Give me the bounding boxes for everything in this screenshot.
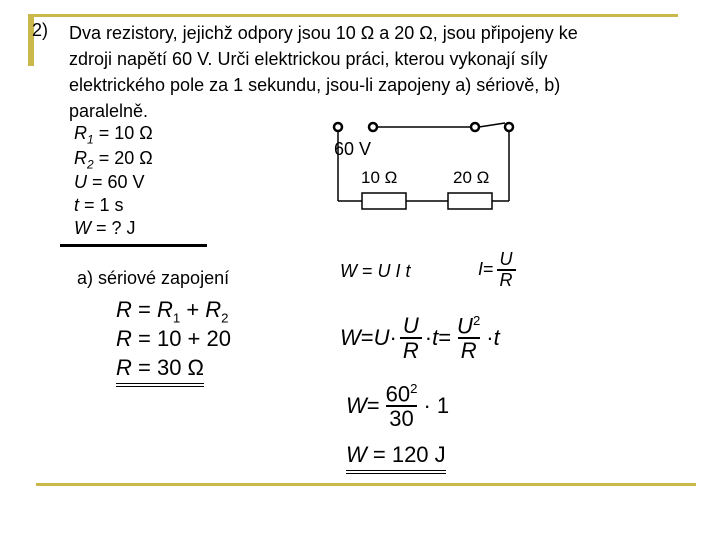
eq-symbol: t — [432, 325, 439, 351]
switch-terminal-left — [471, 123, 479, 131]
eq-subscript: 1 — [172, 310, 181, 326]
eq-symbol: U — [373, 325, 390, 351]
given-r1 — [74, 123, 153, 147]
formula-work-derived — [340, 314, 500, 363]
given-r1-symbol: R — [74, 123, 87, 143]
resistor-2 — [448, 193, 492, 209]
eq-symbol: W — [346, 442, 367, 467]
given-u-value: = 60 V — [87, 172, 145, 192]
eq-symbol: R — [116, 355, 132, 380]
source-terminal-right — [369, 123, 377, 131]
source-terminal-left — [334, 123, 342, 131]
fraction — [454, 314, 483, 363]
eq-rhs: = 30 Ω — [131, 355, 204, 380]
eq-sign: = — [366, 393, 380, 419]
eq-symbol: R — [205, 297, 222, 322]
eq-sign: = — [483, 259, 494, 280]
circuit-diagram — [320, 115, 530, 215]
switch-terminal-right — [505, 123, 513, 131]
fraction-denominator: 30 — [386, 405, 416, 430]
formula-work-numeric — [346, 382, 449, 431]
eq-symbol: R — [156, 297, 173, 322]
eq-sign: = — [131, 297, 157, 322]
problem-text — [69, 20, 669, 124]
bottom-accent-line — [36, 483, 696, 486]
eq-symbol: t — [493, 325, 500, 351]
eq-symbol: R — [116, 297, 132, 322]
fraction-numerator — [454, 314, 483, 337]
given-r2 — [74, 148, 153, 172]
eq-rhs: = 10 + 20 — [131, 326, 231, 351]
eq-symbol: R — [116, 326, 132, 351]
source-voltage-label: 60 V — [334, 139, 372, 159]
eq-symbol: I — [478, 259, 484, 280]
given-separator-line — [60, 244, 207, 247]
eq-superscript: 2 — [472, 313, 481, 328]
eq-rhs: = 120 J — [366, 442, 446, 467]
eq-sign: = — [360, 325, 374, 351]
fraction-numerator: U — [499, 249, 513, 269]
eq-number: 60 — [385, 381, 411, 407]
series-equation-values — [116, 326, 231, 352]
series-equation-sum — [116, 297, 229, 325]
given-u — [74, 172, 145, 193]
formula-w-uit — [340, 261, 411, 282]
given-w-symbol: W — [74, 218, 91, 238]
resistor-1 — [362, 193, 406, 209]
given-w — [74, 218, 136, 239]
problem-number: 2) — [32, 20, 49, 40]
eq-sign: = — [438, 325, 452, 351]
eq-symbol: W — [340, 261, 357, 281]
fraction — [383, 382, 421, 431]
fraction — [497, 250, 516, 290]
given-t-value: = 1 s — [79, 195, 124, 215]
eq-subscript: 2 — [221, 310, 229, 326]
top-accent-line — [34, 14, 678, 17]
eq-operator: + — [180, 297, 206, 322]
eq-superscript: 2 — [410, 381, 418, 396]
given-r2-subscript: 2 — [87, 157, 94, 172]
fraction — [400, 314, 422, 362]
eq-operator: · — [424, 325, 433, 351]
problem-line: elektrického pole za 1 sekundu, jsou-li zapojeny a) sériově, b) — [69, 75, 561, 95]
problem-line: paralelně. — [69, 101, 149, 121]
given-t — [74, 195, 124, 216]
work-result — [346, 442, 446, 474]
eq-symbol: W — [346, 393, 367, 419]
formula-current — [478, 250, 519, 290]
problem-line: Dva rezistory, jejichž odpory jsou 10 Ω a 20 Ω, jsou připojeny ke — [69, 23, 578, 43]
given-r1-value: = 10 Ω — [93, 123, 153, 143]
resistor-1-label: 10 Ω — [361, 168, 398, 187]
problem-line: zdroji napětí 60 V. Urči elektrickou práci, kterou vykonají síly — [69, 49, 548, 69]
given-w-value: = ? J — [91, 218, 136, 238]
eq-rhs: · 1 — [423, 393, 450, 419]
given-r2-symbol: R — [74, 148, 87, 168]
fraction-denominator: R — [400, 337, 422, 362]
resistor-2-label: 20 Ω — [453, 168, 490, 187]
given-t-symbol: t — [74, 195, 80, 215]
given-r2-value: = 20 Ω — [93, 148, 153, 168]
given-u-symbol: U — [74, 172, 87, 192]
fraction-numerator: U — [402, 313, 419, 339]
switch-lever — [479, 123, 505, 127]
fraction-denominator: R — [497, 269, 516, 290]
eq-symbol: W — [340, 325, 361, 351]
given-r1-subscript: 1 — [87, 132, 94, 147]
fraction-denominator: R — [458, 337, 480, 362]
eq-operator: · — [486, 325, 494, 351]
eq-rhs: U I t — [377, 261, 411, 281]
eq-operator: · — [389, 325, 397, 351]
eq-sign: = — [357, 261, 378, 281]
eq-symbol: U — [457, 313, 473, 339]
fraction-numerator — [383, 382, 421, 405]
series-result — [116, 355, 204, 387]
series-heading: a) sériové zapojení — [77, 268, 230, 288]
